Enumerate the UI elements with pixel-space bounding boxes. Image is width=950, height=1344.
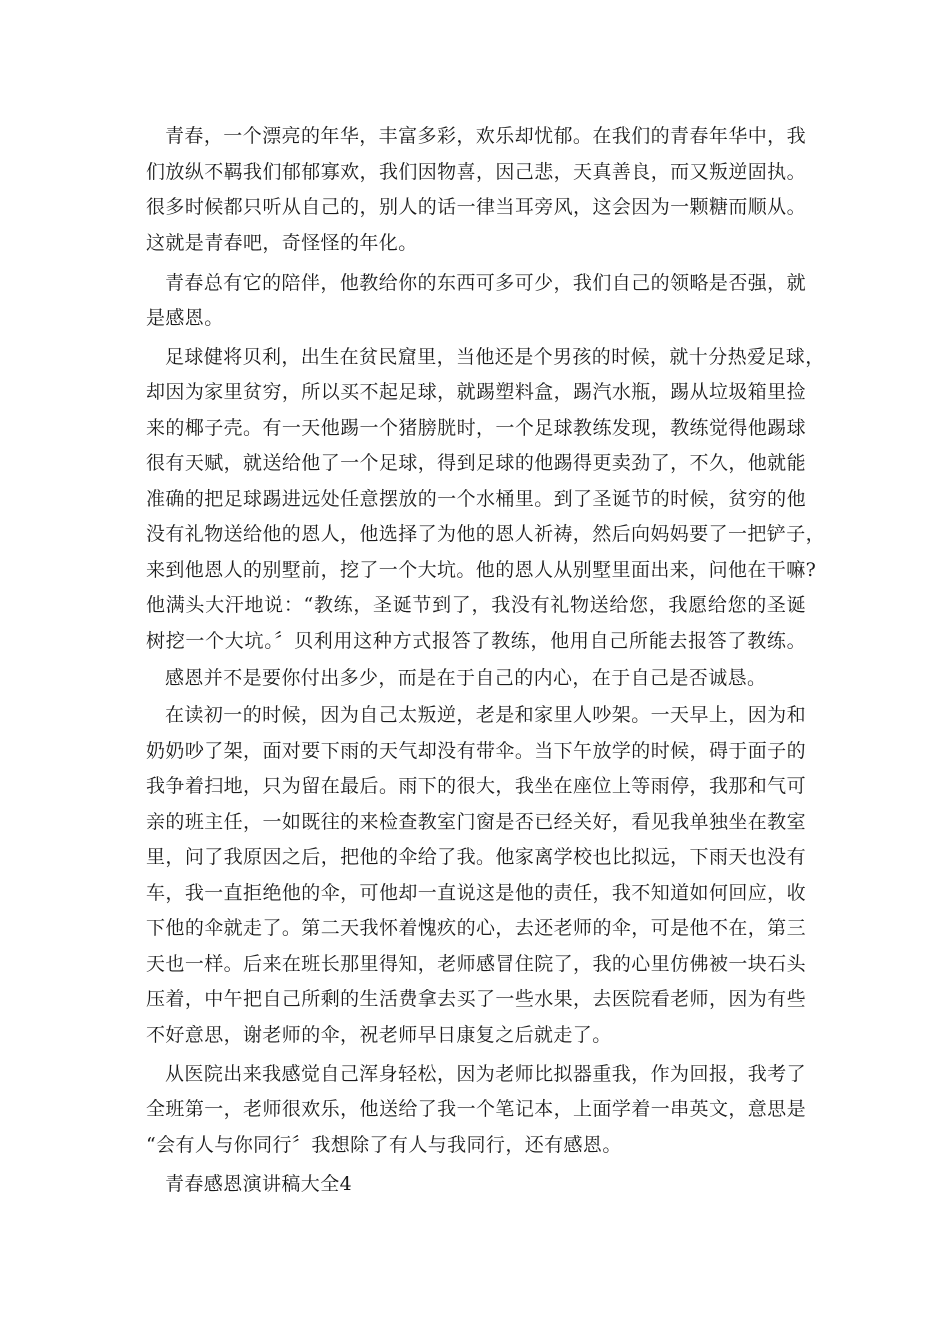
paragraph-line: 车，我一直拒绝他的伞，可他却一直说这是他的责任，我不知道如何回应，收 — [146, 882, 806, 904]
paragraph-line: 这就是青春吧，奇怪怪的年化。 — [146, 232, 418, 254]
paragraph-line: 青春总有它的陪伴，他教给你的东西可多可少，我们自己的领略是否强，就 — [165, 272, 806, 294]
paragraph-line: 来到他恩人的别墅前，挖了一个大坑。他的恩人从别墅里面出来，问他在干嘛? — [146, 559, 817, 581]
paragraph-line: 奶奶吵了架，面对要下雨的天气却没有带伞。当下午放学的时候，碍于面子的 — [146, 740, 806, 762]
paragraph-line: 很多时候都只听从自己的，别人的话一律当耳旁风，这会因为一颗糖而顺从。 — [146, 196, 806, 218]
paragraph-line: 足球健将贝利，出生在贫民窟里，当他还是个男孩的时候，就十分热爱足球， — [165, 346, 825, 368]
paragraph-line: 很有天赋，就送给他了一个足球，得到足球的他踢得更卖劲了，不久，他就能 — [146, 452, 806, 474]
paragraph-line: 却因为家里贫穷，所以买不起足球，就踢塑料盒，踢汽水瓶，踢从垃圾箱里捡 — [146, 381, 806, 403]
paragraph-line: 准确的把足球踢进远处任意摆放的一个水桶里。到了圣诞节的时候，贫穷的他 — [146, 488, 806, 510]
paragraph-line: 亲的班主任，一如既往的来检查教室门窗是否已经关好，看见我单独坐在教室 — [146, 811, 806, 833]
document-body — [146, 119, 826, 1229]
paragraph-line: 压着，中午把自己所剩的生活费拿去买了一些水果，去医院看老师，因为有些 — [146, 988, 806, 1010]
paragraph-line: 全班第一，老师很欢乐，他送给了我一个笔记本，上面学着一串英文，意思是 — [146, 1098, 806, 1120]
paragraph-line: 他满头大汗地说：“教练，圣诞节到了，我没有礼物送给您，我愿给您的圣诞 — [146, 594, 806, 616]
paragraph-line: “会有人与你同行〞我想除了有人与我同行，还有感恩。 — [146, 1134, 622, 1156]
paragraph-line: 天也一样。后来在班长那里得知，老师感冒住院了，我的心里仿佛被一块石头 — [146, 953, 806, 975]
paragraph-line: 从医院出来我感觉自己浑身轻松，因为老师比拟器重我，作为回报，我考了 — [165, 1063, 806, 1085]
paragraph-line: 青春，一个漂亮的年华，丰富多彩，欢乐却忧郁。在我们的青春年华中，我 — [165, 125, 806, 147]
paragraph-line: 不好意思，谢老师的伞，祝老师早日康复之后就走了。 — [146, 1024, 612, 1046]
paragraph-line: 下他的伞就走了。第二天我怀着愧疚的心，去还老师的伞，可是他不在，第三 — [146, 917, 806, 939]
section-title: 青春感恩演讲稿大全4 — [165, 1173, 353, 1195]
paragraph-line: 们放纵不羁我们郁郁寡欢，我们因物喜，因己悲，天真善良，而又叛逆固执。 — [146, 161, 806, 183]
paragraph-line: 来的椰子壳。有一天他踢一个猪膀胱时，一个足球教练发现，教练觉得他踢球 — [146, 417, 806, 439]
paragraph-line: 是感恩。 — [146, 307, 224, 329]
paragraph-line: 里，问了我原因之后，把他的伞给了我。他家离学校也比拟远，下雨天也没有 — [146, 846, 806, 868]
paragraph-line: 在读初一的时候，因为自己太叛逆，老是和家里人吵架。一天早上，因为和 — [165, 704, 806, 726]
paragraph-line: 树挖一个大坑。〞贝利用这种方式报答了教练，他用自己所能去报答了教练。 — [146, 630, 806, 652]
paragraph-line: 感恩并不是要你付出多少，而是在于自己的内心，在于自己是否诚恳。 — [165, 667, 767, 689]
paragraph-line: 没有礼物送给他的恩人，他选择了为他的恩人祈祷，然后向妈妈要了一把铲子， — [146, 523, 826, 545]
paragraph-line: 我争着扫地，只为留在最后。雨下的很大，我坐在座位上等雨停，我那和气可 — [146, 775, 806, 797]
